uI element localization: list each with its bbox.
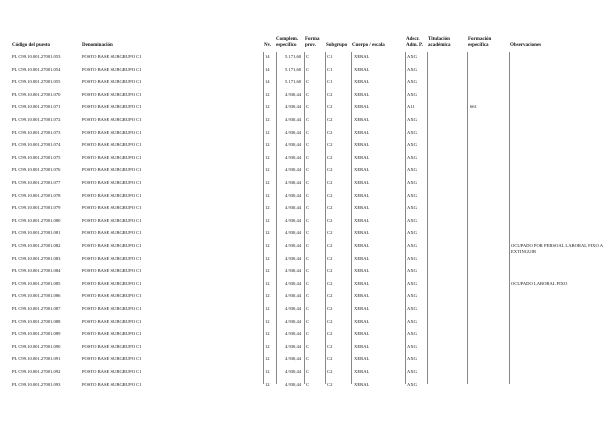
cell-forma: C [306, 318, 310, 324]
cell-forma: C [306, 104, 310, 110]
cell-forma: C [306, 142, 310, 148]
cell-forma: C [306, 293, 310, 299]
cell-codigo: PL C99.10.001.27001.054 [12, 66, 61, 72]
cell-codigo: PL C99.10.001.27001.074 [12, 142, 61, 148]
cell-complemento: 4.930,44 [285, 205, 302, 211]
cell-codigo: PL C99.10.001.27001.053 [12, 54, 61, 59]
table-row [0, 369, 615, 382]
cell-denominacion: POSTO BASE SUBGRUPO C1 [82, 318, 142, 324]
cell-complemento: 4.930,44 [285, 318, 302, 324]
cell-forma: C [306, 117, 310, 122]
table-row [0, 104, 615, 117]
table-row [0, 92, 615, 105]
cell-adscripcion: AXG [407, 192, 417, 198]
table-row [0, 331, 615, 344]
header-formacion: Formación específica [468, 37, 492, 48]
table-row [0, 293, 615, 306]
cell-subgrupo: C2 [327, 293, 333, 299]
cell-complemento: 4.930,44 [285, 293, 302, 299]
cell-nivel: 12 [265, 268, 270, 274]
cell-complemento: 4.930,44 [285, 306, 302, 311]
cell-cuerpo: XERAL [354, 66, 370, 72]
header-titulacion: Titulación académica [428, 37, 451, 48]
cell-codigo: PL C99.10.001.27001.079 [12, 205, 61, 211]
cell-cuerpo: XERAL [354, 331, 370, 337]
cell-nivel: 12 [265, 293, 270, 299]
cell-codigo: PL C99.10.001.27001.081 [12, 230, 61, 236]
cell-forma: C [306, 243, 310, 248]
table-row [0, 205, 615, 218]
table-row [0, 155, 615, 168]
cell-cuerpo: XERAL [354, 255, 370, 261]
cell-complemento: 4.930,44 [285, 129, 302, 135]
cell-adscripcion: AXG [407, 293, 417, 299]
cell-denominacion: POSTO BASE SUBGRUPO C1 [82, 369, 142, 374]
cell-adscripcion: AXG [407, 318, 417, 324]
cell-cuerpo: XERAL [354, 167, 370, 173]
cell-forma: C [306, 54, 310, 59]
cell-cuerpo: XERAL [354, 117, 370, 122]
cell-nivel: 12 [265, 142, 270, 148]
cell-cuerpo: XERAL [354, 356, 370, 362]
cell-nivel: 12 [265, 205, 270, 211]
cell-codigo: PL C99.10.001.27001.075 [12, 154, 61, 160]
table-row [0, 67, 615, 80]
cell-cuerpo: XERAL [354, 369, 370, 374]
cell-forma: C [306, 230, 310, 236]
cell-denominacion: POSTO BASE SUBGRUPO C1 [82, 129, 142, 135]
cell-adscripcion: AXG [407, 280, 417, 286]
cell-denominacion: POSTO BASE SUBGRUPO C1 [82, 356, 142, 362]
cell-adscripcion: AXG [407, 255, 417, 261]
cell-denominacion: POSTO BASE SUBGRUPO C1 [82, 180, 142, 185]
cell-complemento: 4.930,44 [285, 117, 302, 122]
table-row [0, 281, 615, 294]
cell-denominacion: POSTO BASE SUBGRUPO C1 [82, 306, 142, 311]
cell-adscripcion: AXG [407, 79, 417, 85]
cell-complemento: 4.930,44 [285, 180, 302, 185]
cell-subgrupo: C2 [327, 192, 333, 198]
cell-codigo: PL C99.10.001.27001.070 [12, 91, 61, 97]
cell-subgrupo: C2 [327, 255, 333, 261]
cell-nivel: 12 [265, 280, 270, 286]
cell-complemento: 4.930,44 [285, 217, 302, 223]
table-row [0, 268, 615, 281]
cell-nivel: 12 [265, 154, 270, 160]
cell-denominacion: POSTO BASE SUBGRUPO C1 [82, 54, 142, 59]
cell-cuerpo: XERAL [354, 306, 370, 311]
cell-nivel: 12 [265, 129, 270, 135]
cell-cuerpo: XERAL [354, 154, 370, 160]
cell-complemento: 4.930,44 [285, 192, 302, 198]
cell-complemento: 4.930,44 [285, 142, 302, 148]
cell-complemento: 5.171,60 [285, 79, 302, 85]
cell-forma: C [306, 129, 310, 135]
cell-cuerpo: XERAL [354, 217, 370, 223]
cell-complemento: 4.930,44 [285, 369, 302, 374]
cell-denominacion: POSTO BASE SUBGRUPO C1 [82, 293, 142, 299]
cell-denominacion: POSTO BASE SUBGRUPO C1 [82, 280, 142, 286]
cell-complemento: 4.930,44 [285, 343, 302, 349]
cell-cuerpo: XERAL [354, 91, 370, 97]
cell-denominacion: POSTO BASE SUBGRUPO C1 [82, 117, 142, 122]
cell-cuerpo: XERAL [354, 280, 370, 286]
cell-subgrupo: C2 [327, 205, 333, 211]
table-row [0, 243, 615, 256]
table-row [0, 344, 615, 357]
cell-cuerpo: XERAL [354, 79, 370, 85]
header-adscripcion: Adscr. Adm. P. [406, 37, 423, 48]
cell-forma: C [306, 356, 310, 362]
cell-denominacion: POSTO BASE SUBGRUPO C1 [82, 79, 142, 85]
cell-subgrupo: C2 [327, 318, 333, 324]
cell-complemento: 4.930,44 [285, 255, 302, 261]
cell-subgrupo: C2 [327, 167, 333, 173]
cell-codigo: PL C99.10.001.27001.078 [12, 192, 61, 198]
cell-adscripcion: AXG [407, 129, 417, 135]
cell-observaciones: OCUPADO POR PERSOAL LABORAL FIXO A EXTINGUIR [511, 243, 603, 254]
cell-complemento: 4.930,44 [285, 154, 302, 160]
cell-subgrupo: C2 [327, 142, 333, 148]
cell-adscripcion: AXG [407, 356, 417, 362]
cell-nivel: 12 [265, 343, 270, 349]
cell-complemento: 4.930,44 [285, 356, 302, 362]
cell-complemento: 4.930,44 [285, 331, 302, 337]
cell-codigo: PL C99.10.001.27001.055 [12, 79, 61, 85]
cell-nivel: 12 [265, 381, 270, 387]
cell-subgrupo: C2 [327, 230, 333, 236]
cell-adscripcion: AXG [407, 205, 417, 211]
table-row [0, 142, 615, 155]
cell-subgrupo: C2 [327, 381, 333, 387]
cell-codigo: PL C99.10.001.27001.088 [12, 318, 61, 324]
cell-codigo: PL C99.10.001.27001.093 [12, 381, 61, 387]
cell-forma: C [306, 192, 310, 198]
cell-subgrupo: C2 [327, 180, 333, 185]
cell-forma: C [306, 381, 310, 387]
cell-subgrupo: C1 [327, 66, 333, 72]
cell-nivel: 12 [265, 167, 270, 173]
cell-cuerpo: XERAL [354, 54, 370, 59]
cell-forma: C [306, 79, 310, 85]
cell-codigo: PL C99.10.001.27001.083 [12, 255, 61, 261]
header-complemento: Complem. específico [276, 37, 299, 48]
table-row [0, 256, 615, 269]
cell-adscripcion: AXG [407, 217, 417, 223]
cell-codigo: PL C99.10.001.27001.090 [12, 343, 61, 349]
cell-nivel: 12 [265, 306, 270, 311]
table-row [0, 230, 615, 243]
cell-forma: C [306, 369, 310, 374]
cell-adscripcion: AXG [407, 331, 417, 337]
cell-nivel: 12 [265, 104, 270, 110]
cell-subgrupo: C2 [327, 243, 333, 248]
table-row [0, 218, 615, 231]
cell-forma: C [306, 306, 310, 311]
cell-nivel: 14 [265, 54, 270, 59]
cell-complemento: 4.930,44 [285, 167, 302, 173]
cell-nivel: 12 [265, 217, 270, 223]
cell-codigo: PL C99.10.001.27001.087 [12, 306, 61, 311]
table-row [0, 79, 615, 92]
cell-cuerpo: XERAL [354, 318, 370, 324]
cell-nivel: 14 [265, 66, 270, 72]
cell-forma: C [306, 268, 310, 274]
cell-cuerpo: XERAL [354, 180, 370, 185]
cell-subgrupo: C2 [327, 280, 333, 286]
cell-adscripcion: AXG [407, 369, 417, 374]
cell-subgrupo: C2 [327, 104, 333, 110]
cell-subgrupo: C2 [327, 331, 333, 337]
table-row [0, 193, 615, 206]
table-row [0, 117, 615, 130]
table-row [0, 382, 615, 395]
header-cuerpo: Cuerpo / escala [352, 43, 385, 48]
cell-denominacion: POSTO BASE SUBGRUPO C1 [82, 205, 142, 211]
cell-cuerpo: XERAL [354, 268, 370, 274]
cell-subgrupo: C2 [327, 217, 333, 223]
cell-cuerpo: XERAL [354, 104, 370, 110]
cell-codigo: PL C99.10.001.27001.086 [12, 293, 61, 299]
cell-cuerpo: XERAL [354, 243, 370, 248]
cell-cuerpo: XERAL [354, 205, 370, 211]
cell-denominacion: POSTO BASE SUBGRUPO C1 [82, 104, 142, 110]
cell-adscripcion: AXG [407, 117, 417, 122]
cell-denominacion: POSTO BASE SUBGRUPO C1 [82, 66, 142, 72]
cell-adscripcion: AXG [407, 381, 417, 387]
cell-subgrupo: C2 [327, 268, 333, 274]
cell-adscripcion: AXG [407, 54, 417, 59]
cell-adscripcion: AXG [407, 343, 417, 349]
cell-adscripcion: AXG [407, 167, 417, 173]
table-row [0, 167, 615, 180]
cell-subgrupo: C1 [327, 79, 333, 85]
table-row [0, 180, 615, 193]
cell-denominacion: POSTO BASE SUBGRUPO C1 [82, 142, 142, 148]
cell-codigo: PL C99.10.001.27001.072 [12, 117, 61, 122]
cell-denominacion: POSTO BASE SUBGRUPO C1 [82, 268, 142, 274]
cell-complemento: 4.930,44 [285, 230, 302, 236]
cell-adscripcion: AXG [407, 180, 417, 185]
cell-complemento: 4.930,44 [285, 268, 302, 274]
cell-subgrupo: C2 [327, 129, 333, 135]
cell-complemento: 4.930,44 [285, 91, 302, 97]
cell-forma: C [306, 154, 310, 160]
cell-subgrupo: C2 [327, 343, 333, 349]
cell-denominacion: POSTO BASE SUBGRUPO C1 [82, 343, 142, 349]
cell-forma: C [306, 217, 310, 223]
cell-complemento: 4.930,44 [285, 243, 302, 248]
cell-adscripcion: A11 [407, 104, 415, 110]
cell-denominacion: POSTO BASE SUBGRUPO C1 [82, 331, 142, 337]
cell-denominacion: POSTO BASE SUBGRUPO C1 [82, 381, 142, 387]
cell-nivel: 12 [265, 243, 270, 248]
table-row [0, 356, 615, 369]
cell-complemento: 5.171,60 [285, 54, 302, 59]
cell-codigo: PL C99.10.001.27001.071 [12, 104, 61, 110]
cell-cuerpo: XERAL [354, 230, 370, 236]
cell-forma: C [306, 255, 310, 261]
cell-forma: C [306, 280, 310, 286]
header-codigo: Código del puesto [12, 43, 51, 48]
cell-denominacion: POSTO BASE SUBGRUPO C1 [82, 230, 142, 236]
cell-nivel: 12 [265, 91, 270, 97]
header-nivel: Nv. [264, 43, 272, 48]
cell-nivel: 12 [265, 230, 270, 236]
cell-subgrupo: C2 [327, 154, 333, 160]
cell-codigo: PL C99.10.001.27001.091 [12, 356, 61, 362]
cell-subgrupo: C2 [327, 356, 333, 362]
cell-subgrupo: C2 [327, 306, 333, 311]
cell-nivel: 12 [265, 369, 270, 374]
cell-adscripcion: AXG [407, 306, 417, 311]
cell-subgrupo: C2 [327, 117, 333, 122]
cell-subgrupo: C2 [327, 91, 333, 97]
cell-cuerpo: XERAL [354, 192, 370, 198]
cell-forma: C [306, 331, 310, 337]
cell-complemento: 4.930,44 [285, 104, 302, 110]
cell-forma: C [306, 180, 310, 185]
cell-denominacion: POSTO BASE SUBGRUPO C1 [82, 255, 142, 261]
cell-complemento: 4.930,44 [285, 381, 302, 387]
cell-complemento: 5.171,60 [285, 66, 302, 72]
table-row [0, 306, 615, 319]
cell-cuerpo: XERAL [354, 381, 370, 387]
header-denominacion: Denominación [82, 43, 113, 48]
cell-formacion: 661 [470, 104, 477, 110]
cell-codigo: PL C99.10.001.27001.077 [12, 180, 61, 185]
header-forma: Forma prov. [305, 37, 320, 48]
cell-codigo: PL C99.10.001.27001.089 [12, 331, 61, 337]
cell-nivel: 12 [265, 318, 270, 324]
cell-forma: C [306, 167, 310, 173]
cell-codigo: PL C99.10.001.27001.092 [12, 369, 61, 374]
cell-adscripcion: AXG [407, 66, 417, 72]
header-observaciones: Observaciones [510, 43, 542, 48]
cell-denominacion: POSTO BASE SUBGRUPO C1 [82, 192, 142, 198]
cell-codigo: PL C99.10.001.27001.073 [12, 129, 61, 135]
cell-forma: C [306, 205, 310, 211]
cell-codigo: PL C99.10.001.27001.082 [12, 243, 61, 248]
cell-subgrupo: C1 [327, 54, 333, 59]
cell-nivel: 12 [265, 356, 270, 362]
table-row [0, 130, 615, 143]
cell-adscripcion: AXG [407, 91, 417, 97]
cell-adscripcion: AXG [407, 243, 417, 248]
cell-complemento: 4.930,44 [285, 280, 302, 286]
cell-nivel: 12 [265, 117, 270, 122]
cell-cuerpo: XERAL [354, 293, 370, 299]
cell-codigo: PL C99.10.001.27001.076 [12, 167, 61, 173]
cell-cuerpo: XERAL [354, 343, 370, 349]
cell-adscripcion: AXG [407, 154, 417, 160]
cell-codigo: PL C99.10.001.27001.080 [12, 217, 61, 223]
cell-adscripcion: AXG [407, 230, 417, 236]
cell-adscripcion: AXG [407, 142, 417, 148]
table-row [0, 54, 615, 67]
cell-cuerpo: XERAL [354, 129, 370, 135]
cell-observaciones: OCUPADO LABORAL FIXO [511, 280, 568, 286]
cell-forma: C [306, 91, 310, 97]
cell-subgrupo: C2 [327, 369, 333, 374]
header-subgrupo: Subgrupo [326, 43, 348, 48]
cell-forma: C [306, 66, 310, 72]
cell-denominacion: POSTO BASE SUBGRUPO C1 [82, 91, 142, 97]
cell-nivel: 14 [265, 79, 270, 85]
cell-nivel: 12 [265, 180, 270, 185]
table-row [0, 319, 615, 332]
cell-nivel: 12 [265, 331, 270, 337]
cell-denominacion: POSTO BASE SUBGRUPO C1 [82, 217, 142, 223]
cell-denominacion: POSTO BASE SUBGRUPO C1 [82, 167, 142, 173]
cell-adscripcion: AXG [407, 268, 417, 274]
cell-codigo: PL C99.10.001.27001.084 [12, 268, 61, 274]
cell-cuerpo: XERAL [354, 142, 370, 148]
cell-nivel: 12 [265, 192, 270, 198]
cell-forma: C [306, 343, 310, 349]
cell-denominacion: POSTO BASE SUBGRUPO C1 [82, 243, 142, 248]
cell-codigo: PL C99.10.001.27001.085 [12, 280, 61, 286]
cell-denominacion: POSTO BASE SUBGRUPO C1 [82, 154, 142, 160]
cell-nivel: 12 [265, 255, 270, 261]
